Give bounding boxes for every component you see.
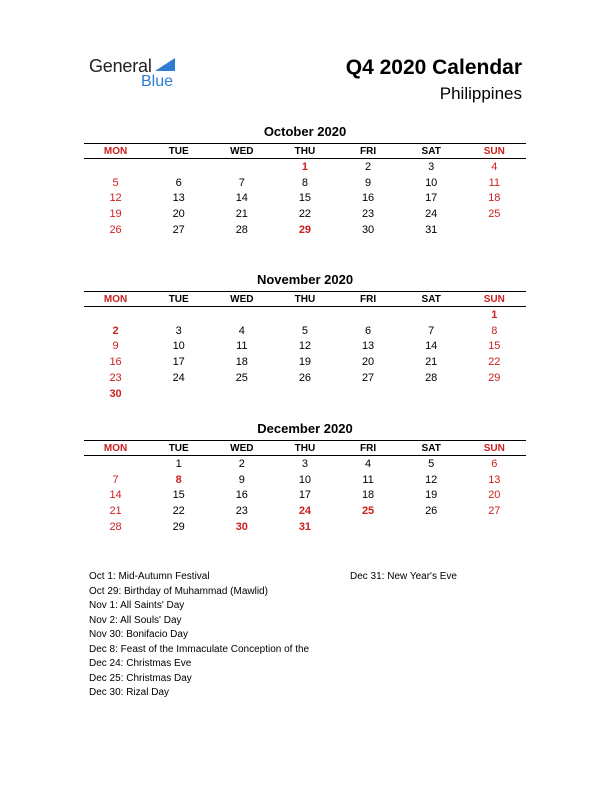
day-cell: 15 xyxy=(488,340,501,353)
day-cell: 8 xyxy=(491,324,498,337)
logo-text-blue: Blue xyxy=(141,73,174,90)
logo-flag-icon xyxy=(155,58,175,71)
weekday-label: THU xyxy=(294,442,316,454)
holiday-day-cell: 1 xyxy=(491,308,498,321)
month-october xyxy=(84,124,526,238)
day-cell: 2 xyxy=(238,457,245,470)
holiday-note: Dec 24: Christmas Eve xyxy=(89,658,192,669)
day-cell: 22 xyxy=(298,208,312,221)
weekday-label: MON xyxy=(103,145,128,157)
page-title: Q4 2020 Calendar xyxy=(345,56,522,79)
holiday-day-cell: 8 xyxy=(175,473,182,486)
holiday-note: Dec 25: Christmas Day xyxy=(89,672,192,684)
day-cell: 6 xyxy=(365,324,372,337)
day-cell: 23 xyxy=(361,208,375,221)
month-november xyxy=(84,272,526,402)
day-cell: 24 xyxy=(172,372,185,385)
weekday-label: FRI xyxy=(360,293,377,305)
week-row xyxy=(84,206,526,222)
day-cell: 23 xyxy=(235,505,248,518)
weekday-header xyxy=(84,440,526,456)
day-cell: 16 xyxy=(361,192,375,205)
week-row xyxy=(84,386,526,402)
weekday-header xyxy=(84,291,526,307)
day-cell: 22 xyxy=(172,505,185,518)
week-row xyxy=(84,456,526,472)
week-row xyxy=(84,472,526,488)
holiday-day-cell: 2 xyxy=(112,324,119,337)
day-cell: 5 xyxy=(112,176,119,189)
day-cell: 7 xyxy=(112,473,119,486)
day-cell: 8 xyxy=(301,176,308,189)
weekday-label: THU xyxy=(294,293,316,305)
week-row xyxy=(84,222,526,238)
weekday-label: MON xyxy=(103,442,128,454)
day-cell: 29 xyxy=(488,372,501,385)
holiday-day-cell: 29 xyxy=(298,224,312,237)
holiday-day-cell: 25 xyxy=(361,505,375,518)
holiday-note: Dec 31: New Year's Eve xyxy=(350,571,457,582)
holiday-note: Dec 8: Feast of the Immaculate Conception of the xyxy=(89,643,310,655)
day-cell: 13 xyxy=(361,340,375,353)
day-cell: 3 xyxy=(175,324,182,337)
day-cell: 12 xyxy=(109,192,122,205)
day-cell: 3 xyxy=(301,457,308,470)
week-row xyxy=(84,519,526,535)
day-cell: 18 xyxy=(361,489,375,502)
holiday-day-cell: 31 xyxy=(298,521,312,534)
day-cell: 4 xyxy=(238,324,245,337)
weekday-label: MON xyxy=(103,293,128,305)
month-title: December 2020 xyxy=(257,421,353,436)
holiday-note: Oct 29: Birthday of Muhammad (Mawlid) xyxy=(89,585,268,597)
day-cell: 9 xyxy=(112,340,119,353)
weekday-label: SAT xyxy=(421,293,441,305)
day-cell: 26 xyxy=(109,224,122,237)
day-cell: 28 xyxy=(235,224,248,237)
weekday-label: SUN xyxy=(483,442,505,454)
day-cell: 22 xyxy=(488,356,501,369)
day-cell: 14 xyxy=(109,489,122,502)
holiday-day-cell: 30 xyxy=(235,521,248,534)
week-row xyxy=(84,488,526,504)
day-cell: 17 xyxy=(425,192,438,205)
day-cell: 21 xyxy=(235,208,248,221)
day-cell: 10 xyxy=(425,176,438,189)
day-cell: 15 xyxy=(298,192,312,205)
weekday-label: WED xyxy=(230,442,254,454)
day-cell: 10 xyxy=(298,473,312,486)
day-cell: 5 xyxy=(301,324,308,337)
day-cell: 1 xyxy=(175,457,182,470)
weekday-label: SAT xyxy=(421,442,441,454)
day-cell: 6 xyxy=(491,457,498,470)
week-row xyxy=(84,323,526,339)
weekday-label: FRI xyxy=(360,442,377,454)
day-cell: 28 xyxy=(109,521,122,534)
month-december xyxy=(84,421,526,535)
day-cell: 29 xyxy=(172,521,185,534)
holiday-list-right xyxy=(350,570,530,585)
day-cell: 26 xyxy=(425,505,438,518)
day-cell: 4 xyxy=(491,160,498,173)
holiday-day-cell: 30 xyxy=(109,387,122,400)
holiday-list-left xyxy=(89,570,334,701)
holiday-day-cell: 24 xyxy=(298,505,312,518)
week-row xyxy=(84,370,526,386)
day-cell: 16 xyxy=(109,356,122,369)
day-cell: 12 xyxy=(298,340,312,353)
day-cell: 25 xyxy=(488,208,501,221)
holiday-note: Nov 2: All Souls' Day xyxy=(89,614,182,626)
day-cell: 11 xyxy=(488,176,501,189)
country-name: Philippines xyxy=(439,84,522,103)
day-cell: 4 xyxy=(365,457,372,470)
day-cell: 5 xyxy=(428,457,435,470)
weekday-label: TUE xyxy=(168,145,189,157)
day-cell: 17 xyxy=(172,356,185,369)
day-cell: 17 xyxy=(298,489,312,502)
month-title: October 2020 xyxy=(263,124,347,139)
week-row xyxy=(84,159,526,175)
day-cell: 16 xyxy=(235,489,248,502)
weekday-label: TUE xyxy=(168,293,189,305)
day-cell: 18 xyxy=(235,356,248,369)
day-cell: 19 xyxy=(425,489,438,502)
holiday-note: Dec 30: Rizal Day xyxy=(89,687,170,698)
day-cell: 25 xyxy=(235,372,248,385)
day-cell: 21 xyxy=(425,356,438,369)
day-cell: 13 xyxy=(172,192,185,205)
day-cell: 7 xyxy=(428,324,435,337)
day-cell: 26 xyxy=(298,372,312,385)
day-cell: 19 xyxy=(109,208,122,221)
weekday-label: WED xyxy=(230,145,254,157)
month-title: November 2020 xyxy=(256,272,354,287)
weekday-label: SAT xyxy=(421,145,441,157)
day-cell: 27 xyxy=(488,505,501,518)
day-cell: 31 xyxy=(425,224,438,237)
day-cell: 28 xyxy=(425,372,438,385)
day-cell: 14 xyxy=(235,192,248,205)
day-cell: 30 xyxy=(361,224,375,237)
week-row xyxy=(84,175,526,191)
week-row xyxy=(84,503,526,519)
day-cell: 20 xyxy=(172,208,185,221)
week-row xyxy=(84,191,526,207)
weekday-header xyxy=(84,143,526,159)
day-cell: 23 xyxy=(109,372,122,385)
weekday-label: FRI xyxy=(360,145,377,157)
day-cell: 2 xyxy=(365,160,372,173)
day-cell: 12 xyxy=(425,473,438,486)
day-cell: 20 xyxy=(488,489,501,502)
day-cell: 15 xyxy=(172,489,185,502)
holiday-note: Oct 1: Mid-Autumn Festival xyxy=(89,571,210,582)
day-cell: 10 xyxy=(172,340,185,353)
day-cell: 9 xyxy=(365,176,372,189)
weekday-label: WED xyxy=(230,293,254,305)
week-row xyxy=(84,354,526,370)
day-cell: 14 xyxy=(425,340,438,353)
logo-text-general: General xyxy=(89,56,152,76)
day-cell: 3 xyxy=(428,160,435,173)
weekday-label: THU xyxy=(294,145,316,157)
weekday-label: TUE xyxy=(168,442,189,454)
week-row xyxy=(84,339,526,355)
day-cell: 11 xyxy=(236,340,248,353)
day-cell: 7 xyxy=(238,176,245,189)
day-cell: 20 xyxy=(361,356,375,369)
day-cell: 6 xyxy=(175,176,182,189)
day-cell: 18 xyxy=(488,192,501,205)
weekday-label: SUN xyxy=(483,145,505,157)
holiday-note: Nov 1: All Saints' Day xyxy=(89,600,185,611)
week-row xyxy=(84,307,526,323)
day-cell: 21 xyxy=(109,505,122,518)
day-cell: 24 xyxy=(425,208,438,221)
day-cell: 19 xyxy=(298,356,312,369)
holiday-day-cell: 1 xyxy=(301,160,308,173)
day-cell: 9 xyxy=(238,473,245,486)
day-cell: 27 xyxy=(361,372,375,385)
weekday-label: SUN xyxy=(483,293,505,305)
holiday-note: Nov 30: Bonifacio Day xyxy=(89,629,188,640)
day-cell: 11 xyxy=(362,473,374,486)
day-cell: 13 xyxy=(488,473,501,486)
day-cell: 27 xyxy=(172,224,185,237)
brand-logo xyxy=(89,56,189,96)
